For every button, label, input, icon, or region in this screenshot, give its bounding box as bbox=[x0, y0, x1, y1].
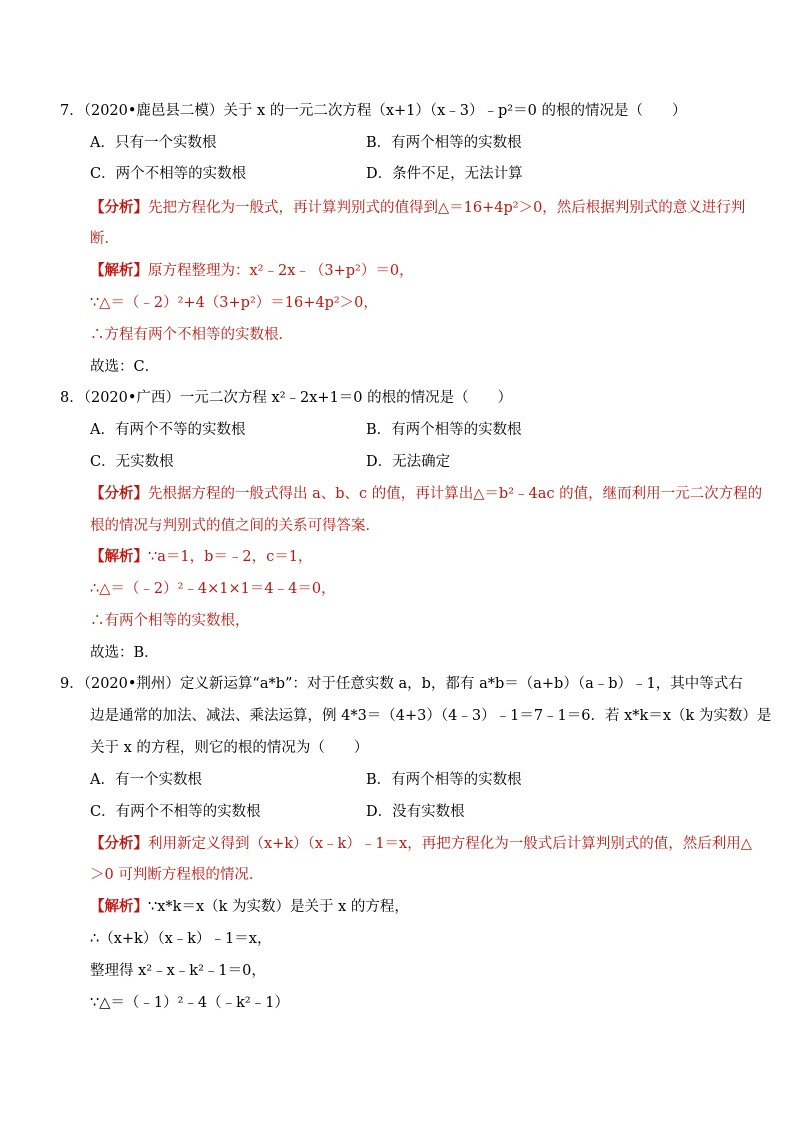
q8-option-a: A．有两个不等的实数根 bbox=[90, 422, 246, 438]
q8-solution-line2: ∴△＝（﹣2）²﹣4×1×1＝4﹣4＝0， bbox=[90, 581, 336, 597]
q7-stem: 7．（2020•鹿邑县二模）关于 x 的一元二次方程（x+1）（x﹣3）﹣p²＝0 的根的情况是（ ） bbox=[60, 103, 687, 119]
q9-solution bbox=[90, 897, 409, 917]
q8-option-c: C．无实数根 bbox=[90, 454, 174, 470]
q7-analysis-line1: 先把方程化为一般式，再计算判别式的值得到△＝16+4p²＞0，然后根据判别式的意义进行判 bbox=[148, 200, 746, 216]
q8-solution-line3: ∴有两个相等的实数根， bbox=[90, 613, 250, 629]
q8-analysis bbox=[90, 484, 762, 504]
q7-option-b: B．有两个相等的实数根 bbox=[366, 135, 522, 151]
q9-solution-line3: 整理得 x²﹣x﹣k²﹣1＝0， bbox=[90, 963, 266, 979]
q9-analysis-line2: ＞0 可判断方程根的情况． bbox=[90, 867, 264, 883]
q9-option-d: D．没有实数根 bbox=[366, 804, 465, 820]
q7-solution bbox=[90, 261, 414, 281]
q8-answer: 故选：B． bbox=[90, 645, 159, 661]
analysis-tag: 【分析】 bbox=[90, 199, 148, 216]
q7-solution-line1: 原方程整理为：x²﹣2x﹣（3+p²）＝0， bbox=[148, 263, 414, 279]
q7-solution-line2: ∵△＝（﹣2）²+4（3+p²）＝16+4p²＞0， bbox=[90, 295, 378, 311]
solution-tag: 【解析】 bbox=[90, 898, 148, 915]
q9-stem-line2: 边是通常的加法、减法、乘法运算，例 4*3＝（4+3）（4﹣3）﹣1＝7﹣1＝6．若 x*k＝x（k 为实数）是 bbox=[90, 708, 772, 724]
q8-solution-line1: ∵a＝1，b＝﹣2，c＝1， bbox=[148, 549, 313, 565]
q8-option-b: B．有两个相等的实数根 bbox=[366, 422, 522, 438]
solution-tag: 【解析】 bbox=[90, 548, 148, 565]
q7-option-c: C．两个不相等的实数根 bbox=[90, 166, 247, 182]
q9-option-c: C．有两个不相等的实数根 bbox=[90, 804, 261, 820]
q9-option-a: A．有一个实数根 bbox=[90, 772, 202, 788]
q9-option-b: B．有两个相等的实数根 bbox=[366, 772, 522, 788]
q9-solution-line1: ∵x*k＝x（k 为实数）是关于 x 的方程， bbox=[148, 899, 409, 915]
q7-answer: 故选：C． bbox=[90, 359, 160, 375]
q7-option-a: A．只有一个实数根 bbox=[90, 135, 217, 151]
q9-solution-line4: ∵△＝（﹣1）²﹣4（﹣k²﹣1） bbox=[90, 995, 289, 1011]
solution-tag: 【解析】 bbox=[90, 262, 148, 279]
analysis-tag: 【分析】 bbox=[90, 485, 148, 502]
q9-analysis bbox=[90, 834, 752, 854]
q9-stem-line1: 9．（2020•荆州）定义新运算“a*b”：对于任意实数 a，b，都有 a*b＝（a+b）（a﹣b）﹣1，其中等式右 bbox=[60, 676, 743, 692]
q7-option-d: D．条件不足，无法计算 bbox=[366, 166, 523, 182]
q7-analysis bbox=[90, 198, 745, 218]
analysis-tag: 【分析】 bbox=[90, 835, 148, 852]
q8-option-d: D．无法确定 bbox=[366, 454, 451, 470]
q8-stem: 8．（2020•广西）一元二次方程 x²﹣2x+1＝0 的根的情况是（ ） bbox=[60, 390, 513, 406]
q9-stem-line3: 关于 x 的方程，则它的根的情况为（ ） bbox=[90, 740, 369, 756]
q8-analysis-line1: 先根据方程的一般式得出 a、b、c 的值，再计算出△＝b²﹣4ac 的值，继而利用一元二次方程的 bbox=[148, 486, 763, 502]
q8-solution bbox=[90, 547, 312, 567]
q8-analysis-line2: 根的情况与判别式的值之间的关系可得答案． bbox=[90, 518, 380, 534]
q9-analysis-line1: 利用新定义得到（x+k）（x﹣k）﹣1＝x，再把方程化为一般式后计算判别式的值，然后利用△ bbox=[148, 836, 752, 852]
q7-solution-line3: ∴方程有两个不相等的实数根． bbox=[90, 327, 293, 343]
q7-analysis-line2: 断． bbox=[90, 231, 119, 247]
q9-solution-line2: ∴（x+k）（x﹣k）﹣1＝x， bbox=[90, 931, 272, 947]
